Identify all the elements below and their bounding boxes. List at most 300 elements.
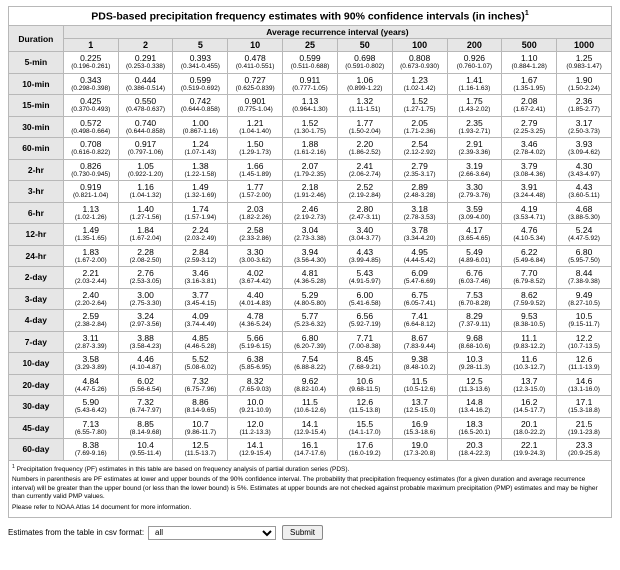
pf-cell: [173, 202, 228, 224]
interval-header-200: 200: [447, 39, 502, 52]
pf-cell: [502, 52, 557, 74]
pf-cell: [502, 73, 557, 95]
pf-confidence-interval: (0.644-0.858): [180, 106, 220, 114]
pf-cell: [392, 353, 447, 375]
pf-cell: [63, 116, 118, 138]
pf-estimate: 5.49: [466, 246, 483, 257]
pf-cell: [63, 181, 118, 203]
pf-confidence-interval: (5.85-6.95): [239, 364, 272, 372]
pf-cell: [228, 52, 283, 74]
pf-cell: [118, 331, 173, 353]
duration-label: 20-day: [9, 374, 64, 396]
pf-cell: [118, 224, 173, 246]
pf-confidence-interval: (1.50-2.24): [568, 84, 600, 92]
pf-cell: [118, 116, 173, 138]
pf-estimate: 4.40: [246, 289, 264, 300]
pf-cell: [228, 138, 283, 160]
pf-estimate: 1.49: [192, 182, 209, 193]
pf-cell: [557, 52, 612, 74]
pf-confidence-interval: (0.298-0.398): [71, 84, 111, 92]
pf-cell: [337, 374, 392, 396]
pf-estimate: 3.40: [356, 225, 374, 236]
pf-cell: [502, 439, 557, 461]
pf-confidence-interval: (3.09-4.62): [568, 149, 600, 157]
pf-cell: [283, 95, 338, 117]
pf-cell: [228, 331, 283, 353]
pf-confidence-interval: (1.43-2.02): [458, 106, 491, 114]
pf-confidence-interval: (2.39-3.36): [458, 149, 491, 157]
pf-cell: [557, 181, 612, 203]
pf-estimate: 4.85: [192, 332, 209, 343]
pf-cell: [173, 417, 228, 439]
pf-estimate: 20.1: [520, 418, 538, 429]
interval-header-100: 100: [392, 39, 447, 52]
interval-header-2: 2: [118, 39, 173, 52]
pf-estimate: 1.13: [82, 203, 99, 214]
pf-estimate: 9.53: [520, 311, 538, 322]
pf-confidence-interval: (8.14-9.68): [129, 428, 162, 436]
pf-estimate: 8.62: [520, 289, 538, 300]
pf-estimate: 7.41: [411, 311, 428, 322]
pf-confidence-interval: (2.75-3.30): [129, 299, 162, 307]
interval-header-1000: 1000: [557, 39, 612, 52]
pf-confidence-interval: (4.10-4.87): [129, 364, 162, 372]
pf-estimate: 2.52: [356, 182, 374, 193]
csv-export-label: Estimates from the table in csv format:: [8, 528, 145, 538]
pf-estimate: 8.45: [356, 354, 374, 365]
pf-cell: [118, 95, 173, 117]
pf-cell: [228, 310, 283, 332]
pf-cell: [502, 396, 557, 418]
pf-confidence-interval: (2.53-3.05): [129, 278, 162, 286]
pf-estimate: 6.76: [466, 268, 483, 279]
pf-confidence-interval: (3.09-4.00): [458, 213, 491, 221]
pf-estimate: 1.49: [82, 225, 99, 236]
pf-estimate: 2.08: [520, 96, 538, 107]
pf-estimate: 1.38: [192, 160, 209, 171]
csv-export-form: [8, 525, 612, 540]
pf-cell: [118, 288, 173, 310]
pf-cell: [392, 396, 447, 418]
pf-confidence-interval: (1.27-1.56): [129, 213, 162, 221]
pf-estimate: 9.62: [301, 375, 319, 386]
duration-label: 15-min: [9, 95, 64, 117]
pf-cell: [63, 331, 118, 353]
pf-cell: [173, 267, 228, 289]
pf-confidence-interval: (2.50-3.73): [568, 127, 600, 135]
pf-cell: [557, 224, 612, 246]
pf-estimate: 5.66: [246, 332, 264, 343]
pf-cell: [173, 374, 228, 396]
pf-estimate: 6.02: [137, 375, 154, 386]
pf-confidence-interval: (9.55-11.4): [129, 450, 162, 458]
pf-confidence-interval: (2.87-3.39): [74, 342, 107, 350]
pf-cell: [118, 396, 173, 418]
pf-cell: [63, 353, 118, 375]
pf-estimate: 1.77: [356, 117, 374, 128]
pf-estimate: 0.926: [463, 53, 486, 64]
pf-cell: [557, 331, 612, 353]
title-footnote-mark: 1: [524, 9, 529, 17]
pf-confidence-interval: (20.9-25.8): [568, 450, 600, 458]
pf-estimate: 6.00: [356, 289, 374, 300]
pf-cell: [283, 288, 338, 310]
pf-cell: [557, 439, 612, 461]
pf-cell: [63, 159, 118, 181]
pf-cell: [63, 267, 118, 289]
submit-button[interactable]: Submit: [282, 525, 323, 540]
pf-confidence-interval: (1.11-1.51): [349, 106, 381, 114]
ari-header: Average recurrence interval (years): [63, 26, 611, 39]
pf-cell: [337, 181, 392, 203]
table-row: [9, 439, 612, 461]
pf-cell: [447, 73, 502, 95]
pf-estimate: 6.80: [575, 246, 593, 257]
pf-confidence-interval: (4.01-4.83): [239, 299, 272, 307]
pf-estimate: 14.1: [301, 418, 319, 429]
pf-confidence-interval: (1.57-1.94): [184, 213, 217, 221]
pf-confidence-interval: (1.91-2.46): [294, 192, 326, 200]
pf-confidence-interval: (0.964-1.30): [292, 106, 328, 114]
pf-cell: [502, 245, 557, 267]
pf-estimate: 12.0: [246, 418, 264, 429]
pf-confidence-interval: (2.78-4.02): [513, 149, 546, 157]
pf-confidence-interval: (12.5-15.0): [403, 407, 436, 415]
pf-estimate: 9.68: [466, 332, 483, 343]
pf-estimate: 10.5: [575, 311, 593, 322]
pf-confidence-interval: (7.00-8.38): [348, 342, 381, 350]
pf-estimate: 0.425: [80, 96, 102, 107]
pf-estimate: 8.29: [466, 311, 483, 322]
pf-confidence-interval: (7.65-9.03): [239, 385, 272, 393]
pf-cell: [173, 439, 228, 461]
pf-cell: [337, 138, 392, 160]
pf-confidence-interval: (5.56-6.54): [129, 385, 162, 393]
pf-confidence-interval: (0.341-0.455): [180, 63, 220, 71]
pf-estimate: 2.05: [411, 117, 428, 128]
pf-confidence-interval: (6.55-7.80): [74, 428, 107, 436]
pf-confidence-interval: (0.777-1.05): [292, 84, 328, 92]
pf-cell: [392, 116, 447, 138]
pf-estimate: 2.84: [192, 246, 209, 257]
pf-estimate: 3.30: [466, 182, 483, 193]
duration-label: 60-day: [9, 439, 64, 461]
pf-estimate: 4.02: [246, 268, 264, 279]
pf-confidence-interval: (0.370-0.493): [71, 106, 111, 114]
pf-confidence-interval: (3.43-4.97): [568, 170, 600, 178]
pf-confidence-interval: (0.899-1.22): [347, 84, 383, 92]
pf-confidence-interval: (4.44-5.42): [403, 256, 436, 264]
pf-confidence-interval: (3.65-4.65): [458, 235, 491, 243]
pf-cell: [228, 159, 283, 181]
pf-estimate: 11.1: [521, 332, 538, 343]
pf-cell: [447, 310, 502, 332]
pf-cell: [557, 95, 612, 117]
pf-cell: [228, 417, 283, 439]
pf-estimate: 5.52: [192, 354, 209, 365]
pf-confidence-interval: (14.7-17.6): [294, 450, 326, 458]
pf-cell: [118, 353, 173, 375]
pf-confidence-interval: (7.38-9.38): [568, 278, 600, 286]
pf-confidence-interval: (5.23-6.32): [294, 321, 326, 329]
pf-confidence-interval: (0.386-0.514): [126, 84, 166, 92]
pf-estimate: 8.32: [246, 375, 264, 386]
pf-confidence-interval: (2.97-3.56): [129, 321, 162, 329]
pf-confidence-interval: (6.75-7.96): [184, 385, 217, 393]
pf-estimate: 10.3: [466, 354, 483, 365]
pf-cell: [337, 95, 392, 117]
pf-cell: [283, 73, 338, 95]
pf-confidence-interval: (2.12-2.92): [403, 149, 436, 157]
pf-estimate: 5.90: [82, 397, 99, 408]
pf-estimate: 2.03: [246, 203, 264, 214]
pf-estimate: 3.00: [137, 289, 154, 300]
pf-confidence-interval: (6.64-8.12): [403, 321, 436, 329]
pf-estimate: 8.86: [192, 397, 209, 408]
pf-estimate: 1.23: [411, 74, 428, 85]
pf-cell: [283, 331, 338, 353]
table-row: [9, 95, 612, 117]
pf-cell: [447, 52, 502, 74]
pf-cell: [392, 374, 447, 396]
pf-confidence-interval: (3.24-4.48): [513, 192, 546, 200]
pf-cell: [118, 374, 173, 396]
pf-estimate: 3.24: [137, 311, 154, 322]
pf-cell: [228, 396, 283, 418]
pf-estimate: 2.07: [301, 160, 319, 171]
pf-estimate: 1.88: [301, 139, 319, 150]
pf-confidence-interval: (15.3-18.6): [403, 428, 436, 436]
pf-confidence-interval: (4.47-5.26): [74, 385, 107, 393]
pf-cell: [63, 95, 118, 117]
pf-confidence-interval: (0.591-0.802): [345, 63, 385, 71]
duration-label: 2-day: [9, 267, 64, 289]
pf-cell: [63, 439, 118, 461]
table-title-text: PDS-based precipitation frequency estimates with 90% confidence intervals (in inches): [91, 10, 525, 23]
pf-estimate: 1.21: [246, 117, 264, 128]
pf-cell: [283, 202, 338, 224]
pf-confidence-interval: (3.88-5.30): [568, 213, 600, 221]
pf-estimate: 3.11: [82, 332, 99, 343]
pf-confidence-interval: (1.45-1.89): [239, 170, 272, 178]
csv-series-select[interactable]: [148, 526, 276, 540]
pf-estimate: 1.90: [575, 74, 593, 85]
pf-confidence-interval: (10.3-12.7): [513, 364, 546, 372]
pf-estimate: 7.32: [192, 375, 209, 386]
pf-cell: [63, 310, 118, 332]
pf-cell: [118, 73, 173, 95]
pf-confidence-interval: (5.47-6.69): [403, 278, 436, 286]
pf-cell: [337, 245, 392, 267]
pf-estimate: 0.343: [80, 74, 102, 85]
pf-confidence-interval: (18.0-22.2): [513, 428, 546, 436]
interval-header-50: 50: [337, 39, 392, 52]
pf-cell: [392, 159, 447, 181]
pf-cell: [118, 159, 173, 181]
note-confidence-interval: Numbers in parenthesis are PF estimates at lower and upper bounds of the 90% confidence interval. The probability that precipitation frequency estimates (for a given duration and average recurrence interval) will be greater than the upper bound (or less than the lower bound) is 5%. Estimates at upper bounds are not checked against probable maximum precipitation (PMP) estimates and may be higher than currently valid PMP values.: [12, 476, 598, 501]
pf-confidence-interval: (19.9-24.3): [513, 450, 546, 458]
pf-cell: [337, 439, 392, 461]
pf-confidence-interval: (7.37-9.11): [458, 321, 491, 329]
pf-confidence-interval: (0.511-0.688): [290, 63, 330, 71]
pf-confidence-interval: (11.5-13.7): [184, 450, 216, 458]
pf-cell: [228, 288, 283, 310]
pf-cell: [337, 288, 392, 310]
pf-cell: [502, 159, 557, 181]
pf-estimate: 4.95: [411, 246, 428, 257]
duration-label: 45-day: [9, 417, 64, 439]
pf-estimates-panel: [8, 6, 612, 540]
pf-estimate: 9.49: [575, 289, 593, 300]
pf-cell: [173, 396, 228, 418]
pf-confidence-interval: (1.22-1.58): [184, 170, 217, 178]
table-row: [9, 52, 612, 74]
pf-estimate: 3.19: [466, 160, 483, 171]
pf-estimate: 0.393: [189, 53, 211, 64]
pf-estimate: 11.5: [302, 397, 318, 408]
pf-confidence-interval: (0.625-0.839): [235, 84, 275, 92]
pf-cell: [173, 245, 228, 267]
pf-estimate: 0.291: [134, 53, 157, 64]
pf-estimate: 3.18: [411, 203, 428, 214]
pf-estimate: 6.22: [520, 246, 538, 257]
pf-estimate: 6.80: [301, 332, 319, 343]
pf-estimate: 1.40: [137, 203, 154, 214]
pf-confidence-interval: (4.36-5.24): [239, 321, 272, 329]
pf-cell: [173, 310, 228, 332]
pf-cell: [63, 288, 118, 310]
pf-confidence-interval: (0.478-0.637): [126, 106, 166, 114]
pf-confidence-interval: (3.58-4.23): [129, 342, 162, 350]
pf-confidence-interval: (11.2-13.3): [239, 428, 271, 436]
pf-estimate: 20.3: [466, 440, 483, 451]
pf-estimate: 7.54: [301, 354, 319, 365]
pf-estimate: 2.58: [246, 225, 264, 236]
pf-estimate: 13.7: [520, 375, 538, 386]
pf-cell: [392, 267, 447, 289]
pf-cell: [283, 159, 338, 181]
pf-confidence-interval: (10.5-12.6): [403, 385, 436, 393]
pf-confidence-interval: (2.03-2.44): [74, 278, 107, 286]
pf-confidence-interval: (6.20-7.39): [294, 342, 326, 350]
pf-cell: [63, 202, 118, 224]
table-title: [9, 7, 612, 26]
pf-estimate: 11.5: [411, 375, 428, 386]
note-refer-atlas: Please refer to NOAA Atlas 14 document for more information.: [12, 503, 192, 511]
pf-cell: [63, 374, 118, 396]
pf-confidence-interval: (1.85-2.77): [568, 106, 600, 114]
pf-estimate: 4.81: [301, 268, 319, 279]
pf-cell: [557, 396, 612, 418]
pf-confidence-interval: (4.91-5.97): [348, 278, 381, 286]
pf-confidence-interval: (3.99-4.85): [348, 256, 381, 264]
pf-cell: [337, 331, 392, 353]
pf-estimate: 2.41: [356, 160, 374, 171]
pf-estimate: 2.18: [301, 182, 319, 193]
pf-confidence-interval: (8.27-10.5): [568, 299, 600, 307]
pf-cell: [337, 353, 392, 375]
pf-cell: [447, 138, 502, 160]
pf-cell: [63, 224, 118, 246]
pf-estimate: 5.24: [575, 225, 593, 236]
pf-estimate: 8.38: [82, 440, 99, 451]
pf-cell: [502, 417, 557, 439]
pf-estimate: 6.75: [411, 289, 428, 300]
pf-confidence-interval: (5.08-6.02): [184, 364, 217, 372]
pf-cell: [63, 245, 118, 267]
pf-confidence-interval: (2.25-3.25): [513, 127, 546, 135]
pf-cell: [63, 73, 118, 95]
pf-confidence-interval: (14.1-17.0): [348, 428, 381, 436]
pf-cell: [118, 417, 173, 439]
pf-cell: [283, 417, 338, 439]
pf-cell: [447, 159, 502, 181]
pf-cell: [337, 159, 392, 181]
pf-estimate: 2.28: [137, 246, 154, 257]
table-row: [9, 396, 612, 418]
pf-cell: [283, 310, 338, 332]
pf-cell: [283, 396, 338, 418]
pf-confidence-interval: (16.5-20.1): [458, 428, 491, 436]
pf-cell: [392, 331, 447, 353]
pf-cell: [502, 267, 557, 289]
pf-confidence-interval: (5.41-6.58): [348, 299, 381, 307]
pf-cell: [557, 202, 612, 224]
pf-cell: [228, 245, 283, 267]
pf-cell: [118, 310, 173, 332]
duration-label: 3-hr: [9, 181, 64, 203]
pf-confidence-interval: (2.48-3.28): [403, 192, 436, 200]
pf-estimate: 0.550: [134, 96, 157, 107]
pf-cell: [447, 353, 502, 375]
pf-estimate: 3.78: [411, 225, 428, 236]
pf-estimate: 1.67: [520, 74, 538, 85]
pf-cell: [173, 224, 228, 246]
pf-cell: [283, 116, 338, 138]
pf-cell: [392, 73, 447, 95]
pf-confidence-interval: (1.61-2.16): [294, 149, 326, 157]
pf-confidence-interval: (10.7-13.5): [568, 342, 600, 350]
pf-confidence-interval: (3.53-4.71): [513, 213, 546, 221]
pf-cell: [392, 288, 447, 310]
pf-cell: [502, 224, 557, 246]
pf-cell: [283, 245, 338, 267]
pf-table-body: [9, 52, 612, 461]
pf-confidence-interval: (9.15-11.7): [568, 321, 600, 329]
pf-estimate: 0.572: [80, 117, 102, 128]
pf-cell: [502, 138, 557, 160]
pf-estimate: 1.52: [411, 96, 428, 107]
pf-confidence-interval: (1.57-2.00): [239, 192, 272, 200]
pf-cell: [447, 95, 502, 117]
pf-cell: [118, 439, 173, 461]
pf-confidence-interval: (4.89-6.01): [458, 256, 491, 264]
pf-cell: [283, 353, 338, 375]
pf-cell: [228, 374, 283, 396]
pf-cell: [337, 73, 392, 95]
pf-cell: [557, 353, 612, 375]
pf-estimate: 5.77: [301, 311, 319, 322]
pf-confidence-interval: (0.616-0.822): [71, 149, 111, 157]
pf-cell: [283, 439, 338, 461]
pf-cell: [392, 138, 447, 160]
pf-estimate: 1.84: [137, 225, 154, 236]
pf-cell: [63, 52, 118, 74]
pf-confidence-interval: (5.92-7.19): [348, 321, 381, 329]
pf-confidence-interval: (2.19-2.73): [294, 213, 326, 221]
pf-estimate: 2.35: [466, 117, 483, 128]
pf-confidence-interval: (1.29-1.73): [239, 149, 272, 157]
